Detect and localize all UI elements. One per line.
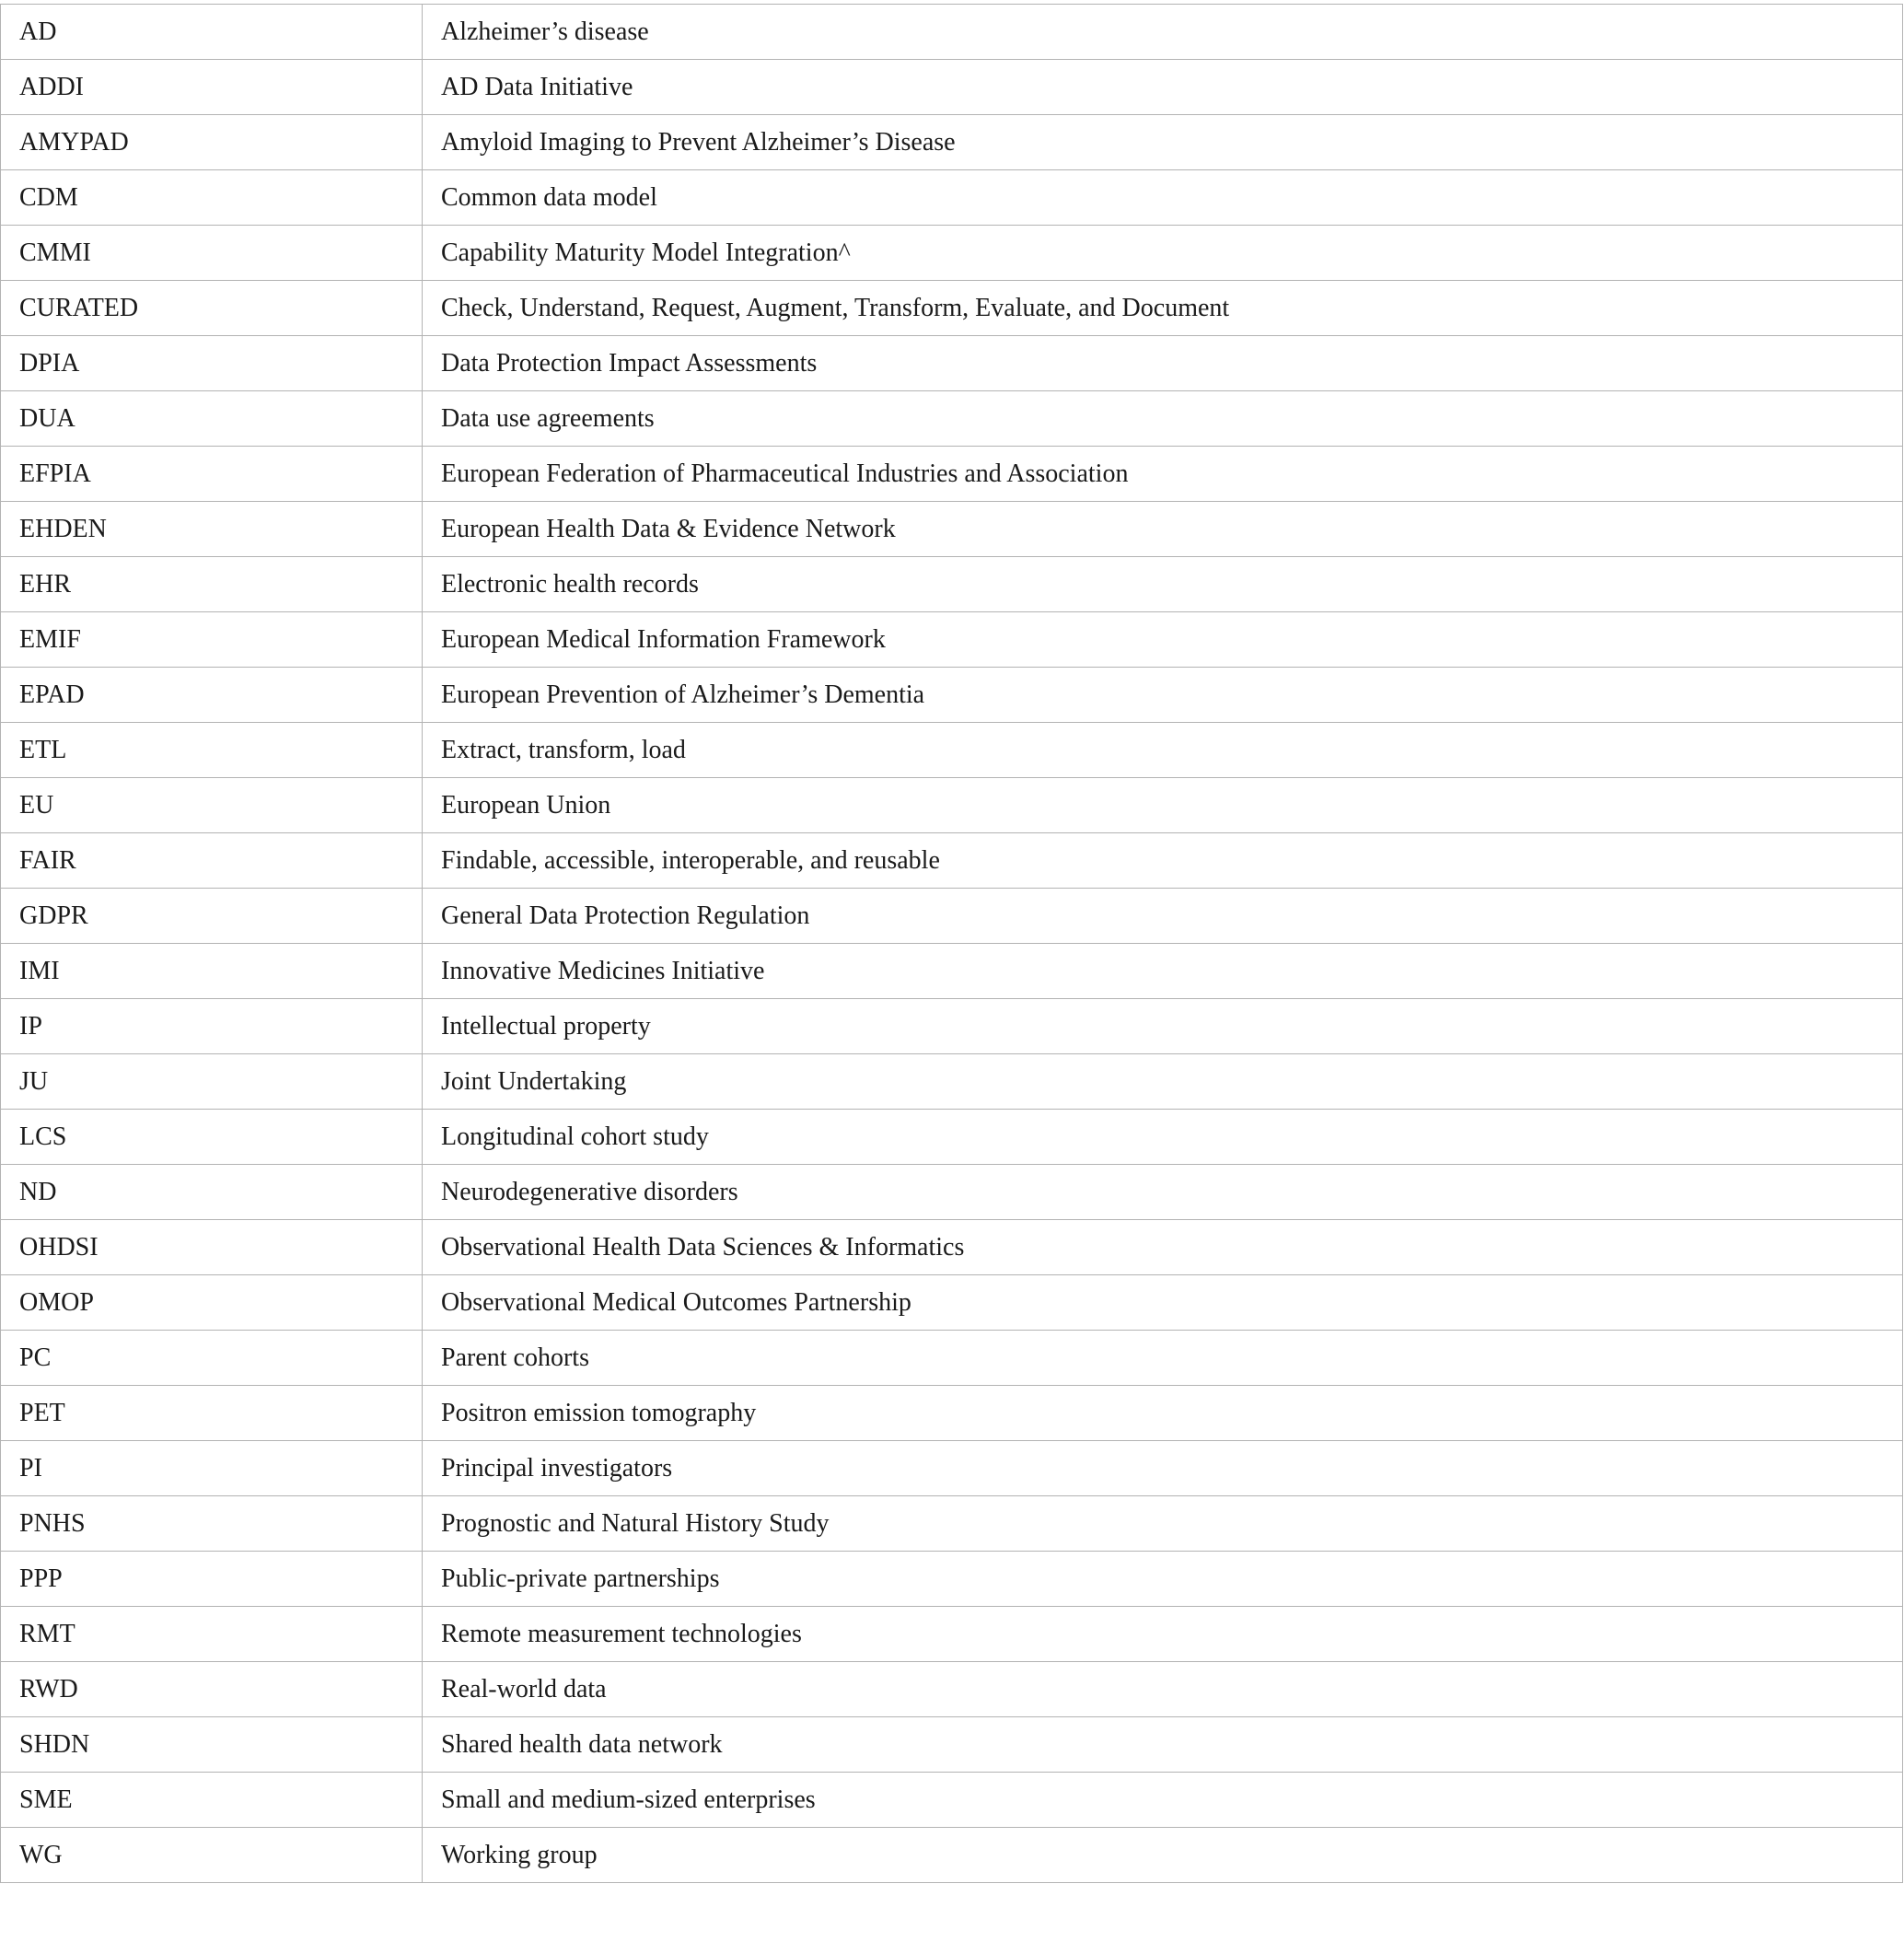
table-row (1, 778, 1903, 833)
abbreviations-table (0, 4, 1903, 1883)
abbreviation-cell: SHDN (1, 1717, 423, 1773)
table-row (1, 1441, 1903, 1496)
abbreviation-cell: PET (1, 1386, 423, 1441)
abbreviation-cell: CMMI (1, 226, 423, 281)
table-row (1, 502, 1903, 557)
abbreviation-cell: FAIR (1, 833, 423, 889)
definition-cell: AD Data Initiative (423, 60, 1903, 115)
definition-cell: European Federation of Pharmaceutical Industries and Association (423, 447, 1903, 502)
table-row (1, 226, 1903, 281)
abbreviation-cell: PPP (1, 1552, 423, 1607)
abbreviation-cell: ND (1, 1165, 423, 1220)
definition-cell: Electronic health records (423, 557, 1903, 612)
definition-cell: General Data Protection Regulation (423, 889, 1903, 944)
definition-cell: Joint Undertaking (423, 1054, 1903, 1110)
definition-cell: Check, Understand, Request, Augment, Transform, Evaluate, and Document (423, 281, 1903, 336)
abbreviation-cell: EMIF (1, 612, 423, 668)
abbreviation-cell: GDPR (1, 889, 423, 944)
definition-cell: Public-private partnerships (423, 1552, 1903, 1607)
definition-cell: Shared health data network (423, 1717, 1903, 1773)
definition-cell: European Union (423, 778, 1903, 833)
definition-cell: Common data model (423, 170, 1903, 226)
table-row (1, 1331, 1903, 1386)
abbreviation-cell: PI (1, 1441, 423, 1496)
abbreviation-cell: DPIA (1, 336, 423, 391)
table-row (1, 336, 1903, 391)
definition-cell: Prognostic and Natural History Study (423, 1496, 1903, 1552)
definition-cell: Alzheimer’s disease (423, 5, 1903, 60)
abbreviation-cell: ADDI (1, 60, 423, 115)
table-row (1, 1828, 1903, 1883)
table-row (1, 1110, 1903, 1165)
abbreviations-table-container (0, 4, 1902, 1883)
table-row (1, 944, 1903, 999)
table-row (1, 1220, 1903, 1275)
definition-cell: Small and medium-sized enterprises (423, 1773, 1903, 1828)
abbreviation-cell: PC (1, 1331, 423, 1386)
definition-cell: Extract, transform, load (423, 723, 1903, 778)
table-row (1, 60, 1903, 115)
abbreviation-cell: SME (1, 1773, 423, 1828)
table-row (1, 115, 1903, 170)
abbreviation-cell: PNHS (1, 1496, 423, 1552)
table-row (1, 833, 1903, 889)
table-row (1, 1165, 1903, 1220)
abbreviation-cell: IMI (1, 944, 423, 999)
abbreviations-table-body (1, 5, 1903, 1883)
table-row (1, 557, 1903, 612)
definition-cell: Data Protection Impact Assessments (423, 336, 1903, 391)
table-row (1, 612, 1903, 668)
table-row (1, 1496, 1903, 1552)
definition-cell: Positron emission tomography (423, 1386, 1903, 1441)
abbreviation-cell: EU (1, 778, 423, 833)
abbreviation-cell: OHDSI (1, 1220, 423, 1275)
abbreviation-cell: AMYPAD (1, 115, 423, 170)
abbreviation-cell: EPAD (1, 668, 423, 723)
table-row (1, 1386, 1903, 1441)
table-row (1, 5, 1903, 60)
definition-cell: European Prevention of Alzheimer’s Dementia (423, 668, 1903, 723)
definition-cell: Amyloid Imaging to Prevent Alzheimer’s Disease (423, 115, 1903, 170)
definition-cell: Observational Medical Outcomes Partnership (423, 1275, 1903, 1331)
definition-cell: Intellectual property (423, 999, 1903, 1054)
table-row (1, 723, 1903, 778)
definition-cell: Data use agreements (423, 391, 1903, 447)
table-row (1, 889, 1903, 944)
definition-cell: Principal investigators (423, 1441, 1903, 1496)
table-row (1, 447, 1903, 502)
abbreviation-cell: CDM (1, 170, 423, 226)
definition-cell: Remote measurement technologies (423, 1607, 1903, 1662)
definition-cell: European Health Data & Evidence Network (423, 502, 1903, 557)
definition-cell: Longitudinal cohort study (423, 1110, 1903, 1165)
abbreviation-cell: EHDEN (1, 502, 423, 557)
table-row (1, 1773, 1903, 1828)
abbreviation-cell: OMOP (1, 1275, 423, 1331)
table-row (1, 391, 1903, 447)
definition-cell: Neurodegenerative disorders (423, 1165, 1903, 1220)
abbreviation-cell: RWD (1, 1662, 423, 1717)
abbreviation-cell: AD (1, 5, 423, 60)
table-row (1, 668, 1903, 723)
abbreviation-cell: JU (1, 1054, 423, 1110)
table-row (1, 1275, 1903, 1331)
table-row (1, 999, 1903, 1054)
abbreviation-cell: WG (1, 1828, 423, 1883)
abbreviation-cell: EHR (1, 557, 423, 612)
definition-cell: Capability Maturity Model Integration^ (423, 226, 1903, 281)
table-row (1, 1552, 1903, 1607)
definition-cell: Parent cohorts (423, 1331, 1903, 1386)
definition-cell: European Medical Information Framework (423, 612, 1903, 668)
abbreviation-cell: EFPIA (1, 447, 423, 502)
abbreviation-cell: RMT (1, 1607, 423, 1662)
definition-cell: Innovative Medicines Initiative (423, 944, 1903, 999)
abbreviation-cell: CURATED (1, 281, 423, 336)
abbreviation-cell: LCS (1, 1110, 423, 1165)
abbreviation-cell: IP (1, 999, 423, 1054)
definition-cell: Observational Health Data Sciences & Informatics (423, 1220, 1903, 1275)
table-row (1, 1662, 1903, 1717)
table-row (1, 1717, 1903, 1773)
definition-cell: Working group (423, 1828, 1903, 1883)
abbreviation-cell: ETL (1, 723, 423, 778)
table-row (1, 281, 1903, 336)
table-row (1, 1054, 1903, 1110)
definition-cell: Findable, accessible, interoperable, and reusable (423, 833, 1903, 889)
table-row (1, 1607, 1903, 1662)
definition-cell: Real-world data (423, 1662, 1903, 1717)
table-row (1, 170, 1903, 226)
abbreviation-cell: DUA (1, 391, 423, 447)
